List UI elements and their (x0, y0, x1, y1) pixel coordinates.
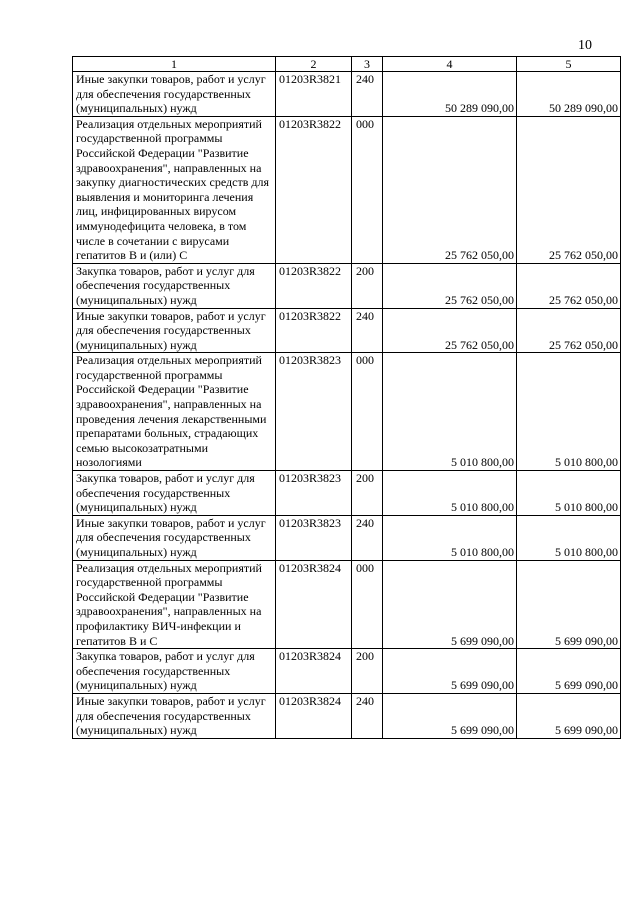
row-expense-type: 200 (352, 649, 383, 694)
row-code: 01203R3821 (276, 72, 352, 117)
row-amount-2: 5 699 090,00 (517, 649, 621, 694)
row-name: Реализация отдельных мероприятий государственной программы Российской Федерации "Развитие здравоохранения", направленных на закупку диагностических средств для выявления и мониторинга лечения лиц, инфицированных вирусом иммунодефицита человека, в том числе в сочетании с вирусами гепатитов B и (или) C (73, 116, 276, 263)
table-row (73, 263, 621, 308)
row-amount-1: 5 699 090,00 (383, 693, 517, 738)
row-name: Иные закупки товаров, работ и услуг для обеспечения государственных (муниципальных) нужд (73, 693, 276, 738)
table-row (73, 560, 621, 649)
row-amount-1: 5 699 090,00 (383, 649, 517, 694)
table-row (73, 471, 621, 516)
row-amount-2: 50 289 090,00 (517, 72, 621, 117)
row-code: 01203R3823 (276, 515, 352, 560)
row-amount-1: 5 010 800,00 (383, 471, 517, 516)
table-row (73, 72, 621, 117)
row-expense-type: 000 (352, 116, 383, 263)
budget-table (72, 56, 621, 739)
row-amount-1: 5 010 800,00 (383, 353, 517, 471)
row-amount-1: 25 762 050,00 (383, 116, 517, 263)
row-expense-type: 240 (352, 515, 383, 560)
row-amount-1: 25 762 050,00 (383, 263, 517, 308)
row-code: 01203R3823 (276, 471, 352, 516)
row-code: 01203R3824 (276, 649, 352, 694)
row-expense-type: 000 (352, 560, 383, 649)
row-name: Закупка товаров, работ и услуг для обеспечения государственных (муниципальных) нужд (73, 649, 276, 694)
row-code: 01203R3824 (276, 560, 352, 649)
row-amount-2: 5 699 090,00 (517, 560, 621, 649)
row-amount-2: 5 010 800,00 (517, 353, 621, 471)
row-name: Иные закупки товаров, работ и услуг для обеспечения государственных (муниципальных) нужд (73, 515, 276, 560)
row-expense-type: 240 (352, 72, 383, 117)
row-expense-type: 000 (352, 353, 383, 471)
row-amount-2: 25 762 050,00 (517, 263, 621, 308)
table-row (73, 353, 621, 471)
row-amount-2: 25 762 050,00 (517, 116, 621, 263)
row-name: Иные закупки товаров, работ и услуг для обеспечения государственных (муниципальных) нужд (73, 72, 276, 117)
row-amount-2: 5 010 800,00 (517, 515, 621, 560)
row-amount-2: 5 699 090,00 (517, 693, 621, 738)
row-expense-type: 240 (352, 308, 383, 353)
row-amount-1: 5 010 800,00 (383, 515, 517, 560)
row-name: Закупка товаров, работ и услуг для обеспечения государственных (муниципальных) нужд (73, 471, 276, 516)
column-header-1: 1 (73, 57, 276, 72)
column-header-3: 3 (352, 57, 383, 72)
table-row (73, 693, 621, 738)
row-name: Иные закупки товаров, работ и услуг для обеспечения государственных (муниципальных) нужд (73, 308, 276, 353)
row-name: Реализация отдельных мероприятий государственной программы Российской Федерации "Развитие здравоохранения", направленных на проведения лечения лекарственными препаратами больных, страдающих семью высокозатратными нозологиями (73, 353, 276, 471)
table-row (73, 308, 621, 353)
row-code: 01203R3824 (276, 693, 352, 738)
row-expense-type: 200 (352, 471, 383, 516)
column-header-4: 4 (383, 57, 517, 72)
row-code: 01203R3822 (276, 116, 352, 263)
table-row (73, 649, 621, 694)
table-header-row (73, 57, 621, 72)
row-expense-type: 240 (352, 693, 383, 738)
row-amount-2: 25 762 050,00 (517, 308, 621, 353)
row-amount-1: 25 762 050,00 (383, 308, 517, 353)
column-header-5: 5 (517, 57, 621, 72)
row-code: 01203R3822 (276, 308, 352, 353)
row-name: Закупка товаров, работ и услуг для обеспечения государственных (муниципальных) нужд (73, 263, 276, 308)
row-amount-1: 50 289 090,00 (383, 72, 517, 117)
row-amount-2: 5 010 800,00 (517, 471, 621, 516)
table-row (73, 515, 621, 560)
row-code: 01203R3822 (276, 263, 352, 308)
row-code: 01203R3823 (276, 353, 352, 471)
row-expense-type: 200 (352, 263, 383, 308)
table-row (73, 116, 621, 263)
page-number: 10 (578, 38, 592, 53)
column-header-2: 2 (276, 57, 352, 72)
row-name: Реализация отдельных мероприятий государственной программы Российской Федерации "Развитие здравоохранения", направленных на профилактику ВИЧ-инфекции и гепатитов B и C (73, 560, 276, 649)
row-amount-1: 5 699 090,00 (383, 560, 517, 649)
